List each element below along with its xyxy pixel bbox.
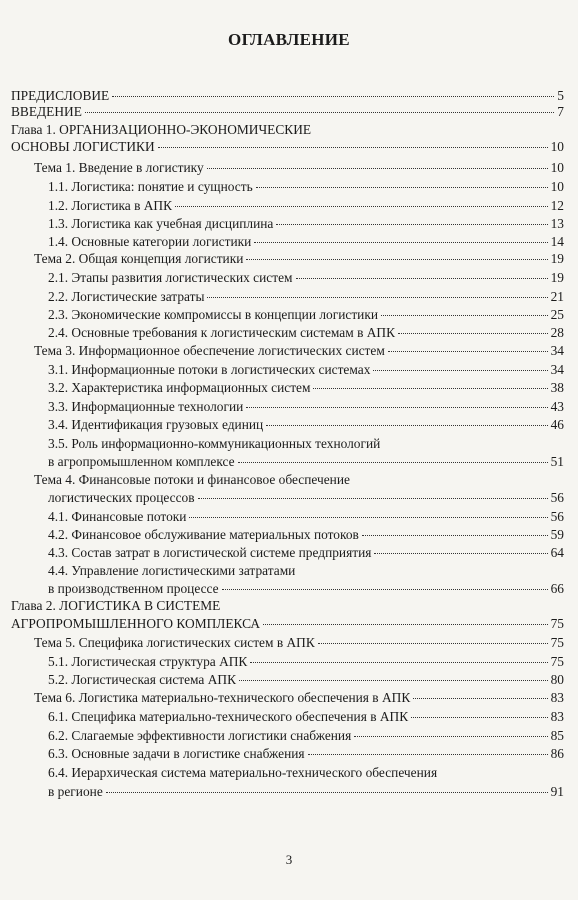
toc-entry-6-3[interactable] [48, 746, 564, 762]
toc-entry-6-2[interactable] [48, 728, 564, 744]
dot-leader [222, 589, 548, 590]
toc-entry-text: в производственном процессе [48, 581, 219, 596]
toc-entry-topic-6[interactable] [34, 690, 564, 706]
toc-entry-4-1[interactable] [48, 509, 564, 525]
toc-entry-page: 14 [550, 234, 564, 249]
dot-leader [256, 187, 548, 188]
toc-entry-text: Глава 2. ЛОГИСТИКА В СИСТЕМЕ [11, 598, 221, 613]
toc-entry-text: 4.2. Финансовое обслуживание материальных потоков [48, 527, 359, 542]
toc-entry-text: 2.2. Логистические затраты [48, 289, 205, 304]
toc-entry-page: 75 [550, 635, 564, 650]
toc-entry-text: 3.5. Роль информационно-коммуникационных технологий [48, 436, 381, 451]
toc-entry-page: 91 [550, 784, 564, 799]
toc-entry-4-4[interactable] [48, 581, 564, 597]
toc-entry-text: ОСНОВЫ ЛОГИСТИКИ [11, 139, 155, 154]
toc-entry-text: 6.2. Слагаемые эффективности логистики снабжения [48, 728, 352, 743]
toc-entry-text: логистических процессов [48, 490, 195, 505]
toc-entry-text: Тема 1. Введение в логистику [34, 160, 204, 175]
dot-leader [85, 112, 554, 113]
toc-entry-page: 13 [550, 216, 564, 231]
dot-leader [266, 425, 547, 426]
dot-leader [250, 662, 547, 663]
toc-entry-page: 19 [550, 270, 564, 285]
toc-entry-page: 43 [550, 399, 564, 414]
toc-entry-text: 6.3. Основные задачи в логистике снабжения [48, 746, 305, 761]
toc-entry-introduction[interactable] [11, 104, 564, 120]
toc-entry-topic-4[interactable] [48, 490, 564, 506]
toc-entry-text: в агропромышленном комплексе [48, 454, 235, 469]
toc-entry-chapter-2-line-1[interactable] [11, 598, 220, 614]
dot-leader [207, 297, 547, 298]
dot-leader [246, 259, 547, 260]
toc-entry-text: 1.2. Логистика в АПК [48, 198, 173, 213]
toc-entry-page: 56 [550, 490, 564, 505]
dot-leader [198, 498, 548, 499]
toc-entry-6-1[interactable] [48, 709, 564, 725]
toc-entry-text: Тема 3. Информационное обеспечение логистических систем [34, 343, 385, 358]
toc-entry-text: Глава 1. ОРГАНИЗАЦИОННО-ЭКОНОМИЧЕСКИЕ [11, 122, 312, 137]
dot-leader [106, 792, 548, 793]
toc-entry-page: 83 [550, 709, 564, 724]
dot-leader [318, 643, 548, 644]
page-title: ОГЛАВЛЕНИЕ [228, 30, 350, 49]
toc-entry-4-3[interactable] [48, 545, 564, 561]
toc-entry-text: 3.3. Информационные технологии [48, 399, 244, 414]
toc-entry-page: 10 [550, 139, 564, 154]
toc-entry-text: Тема 5. Специфика логистических систем в АПК [34, 635, 315, 650]
toc-entry-chapter-1[interactable] [11, 139, 564, 155]
toc-entry-page: 64 [550, 545, 564, 560]
toc-entry-page: 5 [557, 88, 564, 103]
toc-entry-page: 10 [550, 160, 564, 175]
toc-entry-3-1[interactable] [48, 362, 564, 378]
dot-leader [354, 736, 547, 737]
toc-entry-page: 80 [550, 672, 564, 687]
toc-entry-4-2[interactable] [48, 527, 564, 543]
dot-leader [189, 517, 547, 518]
toc-entry-text: ПРЕДИСЛОВИЕ [11, 88, 110, 103]
toc-entry-5-1[interactable] [48, 654, 564, 670]
toc-entry-1-4[interactable] [48, 234, 564, 250]
toc-entry-page: 46 [550, 417, 564, 432]
toc-entry-page: 34 [550, 362, 564, 377]
dot-leader [413, 698, 547, 699]
toc-entry-topic-1[interactable] [34, 160, 564, 176]
dot-leader [276, 224, 547, 225]
toc-entry-2-4[interactable] [48, 325, 564, 341]
toc-entry-5-2[interactable] [48, 672, 564, 688]
dot-leader [254, 242, 547, 243]
dot-leader [398, 333, 548, 334]
toc-entry-3-4[interactable] [48, 417, 564, 433]
toc-entry-text: 2.3. Экономические компромиссы в концепции логистики [48, 307, 379, 322]
toc-entry-page: 21 [550, 289, 564, 304]
dot-leader [362, 535, 548, 536]
toc-entry-page: 86 [550, 746, 564, 761]
toc-entry-topic-4-line-1[interactable] [34, 472, 350, 488]
toc-entry-page: 38 [550, 380, 564, 395]
toc-entry-4-4-line-1[interactable] [48, 563, 295, 579]
dot-leader [239, 680, 548, 681]
toc-entry-text: в регионе [48, 784, 103, 799]
toc-entry-page: 19 [550, 251, 564, 266]
dot-leader [263, 624, 548, 625]
dot-leader [374, 553, 547, 554]
toc-entry-topic-2[interactable] [34, 251, 564, 267]
toc-entry-1-1[interactable] [48, 179, 564, 195]
toc-entry-text: 4.4. Управление логистическими затратами [48, 563, 296, 578]
dot-leader [296, 278, 548, 279]
toc-entry-page: 28 [550, 325, 564, 340]
toc-entry-page: 56 [550, 509, 564, 524]
toc-entry-page: 83 [550, 690, 564, 705]
toc-entry-text: Тема 4. Финансовые потоки и финансовое обеспечение [34, 472, 350, 487]
toc-entry-text: 5.2. Логистическая система АПК [48, 672, 236, 687]
toc-entry-text: 2.1. Этапы развития логистических систем [48, 270, 293, 285]
dot-leader [158, 147, 548, 148]
toc-entry-3-3[interactable] [48, 399, 564, 415]
dot-leader [381, 315, 548, 316]
toc-entry-page: 75 [550, 654, 564, 669]
toc-entry-text: ВВЕДЕНИЕ [11, 104, 82, 119]
toc-entry-topic-3[interactable] [34, 343, 564, 359]
toc-entry-text: 6.1. Специфика материально-технического обеспечения в АПК [48, 709, 409, 724]
toc-entry-1-3[interactable] [48, 216, 564, 232]
toc-entry-text: 6.4. Иерархическая система материально-технического обеспечения [48, 765, 438, 780]
toc-entry-3-2[interactable] [48, 380, 564, 396]
toc-entry-text: 2.4. Основные требования к логистическим системам в АПК [48, 325, 396, 340]
dot-leader [175, 206, 548, 207]
toc-entry-page: 59 [550, 527, 564, 542]
toc-entry-text: Тема 2. Общая концепция логистики [34, 251, 244, 266]
dot-leader [207, 168, 548, 169]
toc-entry-page: 51 [550, 454, 564, 469]
toc-entry-page: 85 [550, 728, 564, 743]
toc-entry-topic-5[interactable] [34, 635, 564, 651]
toc-entry-page: 75 [550, 616, 564, 631]
toc-entry-1-2[interactable] [48, 198, 564, 214]
toc-entry-6-4-line-1[interactable] [48, 765, 437, 781]
dot-leader [238, 462, 548, 463]
toc-entry-preface[interactable] [11, 88, 564, 104]
toc-entry-chapter-1-line-1[interactable] [11, 122, 311, 138]
dot-leader [246, 407, 547, 408]
toc-entry-text: АГРОПРОМЫШЛЕННОГО КОМПЛЕКСА [11, 616, 261, 631]
toc-entry-2-1[interactable] [48, 270, 564, 286]
dot-leader [373, 370, 547, 371]
page-number: 3 [285, 852, 293, 867]
toc-entry-2-3[interactable] [48, 307, 564, 323]
dot-leader [308, 754, 548, 755]
toc-entry-page: 34 [550, 343, 564, 358]
dot-leader [313, 388, 547, 389]
toc-entry-3-5-line-1[interactable] [48, 436, 380, 452]
toc-entry-text: 1.4. Основные категории логистики [48, 234, 252, 249]
toc-entry-6-4[interactable] [48, 784, 564, 800]
toc-entry-text: 3.4. Идентификация грузовых единиц [48, 417, 264, 432]
toc-entry-text: 3.2. Характеристика информационных систем [48, 380, 311, 395]
toc-entry-page: 12 [550, 198, 564, 213]
toc-entry-text: 5.1. Логистическая структура АПК [48, 654, 248, 669]
toc-entry-text: Тема 6. Логистика материально-технического обеспечения в АПК [34, 690, 411, 705]
dot-leader [388, 351, 548, 352]
dot-leader [112, 96, 554, 97]
toc-entry-page: 25 [550, 307, 564, 322]
dot-leader [411, 717, 547, 718]
toc-entry-3-5[interactable] [48, 454, 564, 470]
toc-entry-chapter-2[interactable] [11, 616, 564, 632]
toc-entry-2-2[interactable] [48, 289, 564, 305]
toc-entry-page: 7 [557, 104, 564, 119]
toc-entry-text: 3.1. Информационные потоки в логистических системах [48, 362, 371, 377]
toc-entry-text: 1.1. Логистика: понятие и сущность [48, 179, 253, 194]
toc-entry-text: 4.3. Состав затрат в логистической системе предприятия [48, 545, 372, 560]
toc-entry-page: 10 [550, 179, 564, 194]
toc-entry-text: 4.1. Финансовые потоки [48, 509, 187, 524]
toc-entry-page: 66 [550, 581, 564, 596]
toc-entry-text: 1.3. Логистика как учебная дисциплина [48, 216, 274, 231]
